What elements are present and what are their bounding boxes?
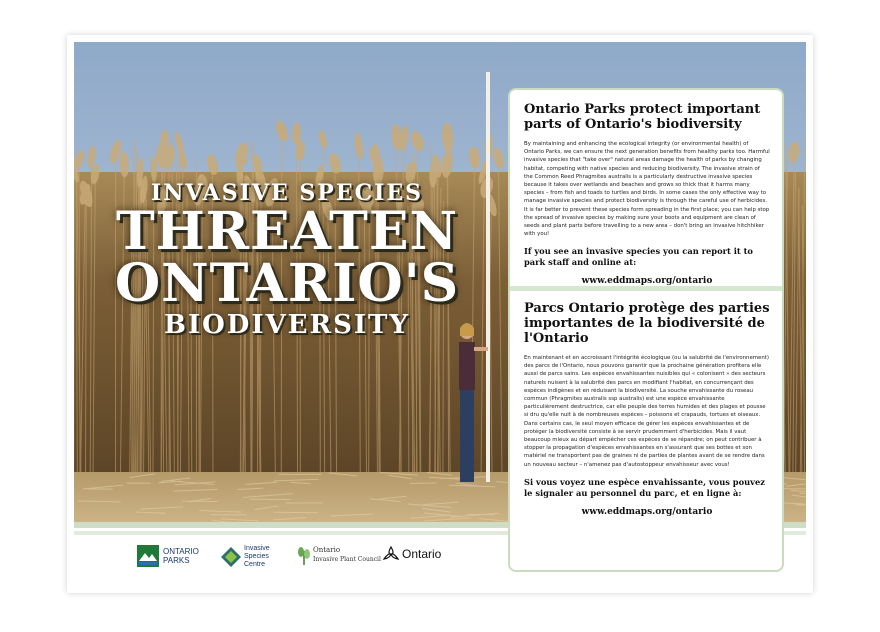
- plant-icon: [297, 545, 311, 565]
- french-heading: Parcs Ontario protège des parties importantes de la biodiversité de l'Ontario: [524, 301, 770, 346]
- oipc-text-2: Invasive Plant Council: [313, 556, 381, 563]
- french-cta: Si vous voyez une espèce envahissante, vous pouvez le signaler au personnel du parc, et en ligne à:: [524, 476, 765, 498]
- logo-bar: [137, 545, 457, 581]
- diamond-icon: [221, 547, 241, 567]
- info-panel: [508, 88, 784, 572]
- oipc-text-1: Ontario: [313, 546, 341, 554]
- ontario-parks-icon: [137, 545, 159, 567]
- headline-line-1: INVASIVE SPECIES: [150, 180, 424, 206]
- ontario-parks-text-2: PARKS: [163, 556, 190, 565]
- isc-text-1: Invasive: [244, 545, 270, 552]
- ontario-parks-logo: [137, 545, 199, 567]
- english-heading: Ontario Parks protect important parts of Ontario's biodiversity: [524, 102, 761, 132]
- ontario-text: Ontario: [402, 547, 442, 561]
- ontario-logo: [382, 545, 441, 563]
- headline-line-3: ONTARIO'S: [114, 253, 460, 314]
- poster: [67, 35, 813, 593]
- headline-line-2: THREATEN: [115, 201, 459, 262]
- english-body: By maintaining and enhancing the ecological integrity (or environmental health) of Ontario Parks, we can ensure the next generation benefits from healthy parks too. Harmful invasive species that "take over" natural areas damage the health of parks by changing habitat, competing with native species and reducing biodiversity. The invasive strain of the Common Reed Phragmites australis is a particularly destructive invasive species because it takes over wetlands and beaches and grows so thick that it harms many species – from fish and toads to turtles and birds. In some cases the only effective way to manage invasive species and protect biodiversity is through the careful use of herbicides. It is far better to prevent these species form spreading in the first place; you can help stop the spread of invasive species by making sure your boots and equipment are clean of seeds and plant parts before travelling to a new area – don't bring an invasive hitchhiker with you!: [524, 141, 770, 238]
- headline: [67, 180, 507, 340]
- english-cta: If you see an invasive species you can report it to park staff and online at:: [524, 246, 753, 268]
- ontario-invasive-plant-council-logo: [297, 545, 381, 565]
- french-body: En maintenant et en accroissant l'intégrité écologique (ou la salubrité de l'environnement) des parcs de l'Ontario, nous pouvons garantir que la prochaine génération profitera elle aussi de parcs sains. Les espèces envahissantes nuisibles qui « colonisent » des secteurs naturels nuisent à la salubrité des parcs en modifiant l'habitat, en concurrençant des espèces indigènes et en réduisant la biodiversité. La souche envahissante du roseau commun (Phragmites australis ssp australis) est une espèce envahissante particulièrement destructrice, car elle peuple des terres humides et des plages et pousse si dru qu'elle nuit à de nombreuses espèces – poissons et crapauds, tortues et oiseaux. Dans certains cas, le seul moyen efficace de gérer les espèces envahissantes et de protéger la biodiversité consiste à se servir prudemment d'herbicides. Mais il vaut beaucoup mieux au départ empêcher ces espèces de se répandre; on peut contribuer à stopper la propagation d'espèces envahissantes en s'assurant que ses bottes et son matériel ne transportent pas de graines ni de parties de plantes avant de se rendre dans un nouveau secteur – n'amenez pas d'autostoppeur envahisseur avec vous!: [524, 355, 769, 468]
- section-divider: [510, 286, 782, 291]
- isc-text-2: Species: [244, 553, 269, 560]
- french-url[interactable]: www.eddmaps.org/ontario: [581, 506, 713, 517]
- french-section: [524, 301, 770, 517]
- invasive-species-centre-logo: [221, 545, 270, 569]
- english-section: [524, 102, 770, 286]
- isc-text-3: Centre: [244, 561, 266, 568]
- ontario-parks-text-1: ONTARIO: [163, 547, 199, 556]
- headline-line-4: BIODIVERSITY: [164, 310, 410, 340]
- trillium-icon: [382, 545, 400, 563]
- english-url[interactable]: www.eddmaps.org/ontario: [581, 276, 713, 287]
